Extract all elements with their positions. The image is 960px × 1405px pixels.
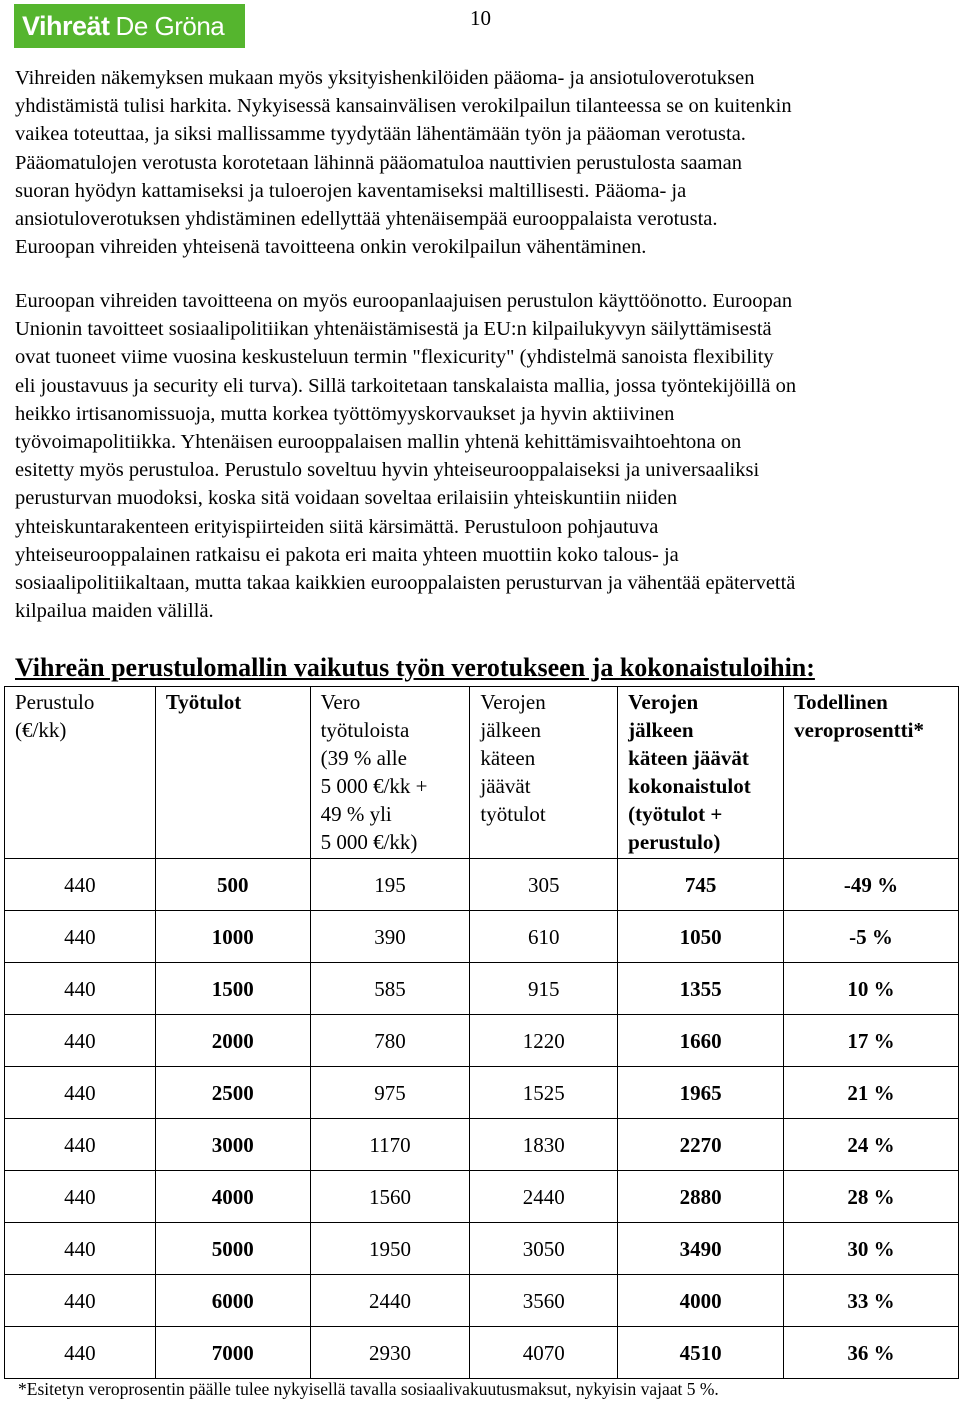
column-header-line: käteen — [480, 746, 536, 770]
table-heading: Vihreän perustulomallin vaikutus työn verotukseen ja kokonaistuloihin: — [15, 653, 815, 682]
table-cell: 4510 — [618, 1327, 784, 1379]
column-header-line: käteen jäävät — [628, 746, 749, 770]
table-cell: 440 — [5, 1171, 156, 1223]
logo-text-de-grona: De Gröna — [115, 10, 225, 41]
column-header-line: Todellinen — [794, 690, 888, 714]
paragraph-line: suoran hyödyn kattamiseksi ja tuloerojen kaventamiseksi maltillisesti. Pääoma- ja — [15, 179, 687, 202]
table-cell: -49 % — [784, 859, 959, 911]
table-cell: 440 — [5, 1067, 156, 1119]
table-cell: 6000 — [155, 1275, 310, 1327]
paragraph-line: vaikea toteuttaa, ja siksi mallissamme tyydytään lähentämään työn ja pääoman verotusta. — [15, 123, 746, 146]
table-cell: 610 — [470, 911, 618, 963]
table-cell: 2440 — [470, 1171, 618, 1223]
paragraph-line: heikko irtisanomissuoja, mutta korkea työttömyyskorvaukset ja hyvin aktiivinen — [15, 402, 675, 425]
table-cell: 2270 — [618, 1119, 784, 1171]
table-cell: 1560 — [310, 1171, 470, 1223]
table-cell: -5 % — [784, 911, 959, 963]
table-cell: 4000 — [618, 1275, 784, 1327]
table-cell: 28 % — [784, 1171, 959, 1223]
table-cell: 915 — [470, 963, 618, 1015]
column-header-line: (39 % alle — [320, 746, 407, 770]
table-cell: 1500 — [155, 963, 310, 1015]
table-cell: 1525 — [470, 1067, 618, 1119]
table-row — [5, 1275, 959, 1327]
table-row — [5, 859, 959, 911]
paragraph-basic-income-eu — [15, 287, 950, 625]
table-cell: 7000 — [155, 1327, 310, 1379]
table-cell: 1965 — [618, 1067, 784, 1119]
column-header — [784, 687, 959, 859]
paragraph-line: Unionin tavoitteet sosiaalipolitiikan yhtenäistämisestä ja EU:n kilpailukyvyn säilyttämisestä — [15, 318, 772, 341]
table-cell: 2880 — [618, 1171, 784, 1223]
table-cell: 17 % — [784, 1015, 959, 1067]
column-header-line: jälkeen — [480, 718, 542, 742]
column-header-line: Verojen — [480, 690, 546, 714]
table-cell: 1000 — [155, 911, 310, 963]
column-header-line: 5 000 €/kk + — [320, 774, 428, 798]
page-number: 10 — [470, 6, 491, 30]
table-cell: 1660 — [618, 1015, 784, 1067]
table-row — [5, 1015, 959, 1067]
table-cell: 10 % — [784, 963, 959, 1015]
vihreat-logo — [14, 4, 245, 48]
table-row — [5, 1067, 959, 1119]
column-header-line: Verojen — [628, 690, 699, 714]
table-cell: 440 — [5, 859, 156, 911]
column-header-line: jälkeen — [628, 718, 694, 742]
table-cell: 30 % — [784, 1223, 959, 1275]
table-cell: 440 — [5, 1327, 156, 1379]
table-cell: 440 — [5, 1015, 156, 1067]
table-cell: 440 — [5, 1119, 156, 1171]
table-cell: 33 % — [784, 1275, 959, 1327]
table-cell: 3490 — [618, 1223, 784, 1275]
table-row — [5, 963, 959, 1015]
paragraph-tax-1 — [15, 64, 950, 261]
table-cell: 36 % — [784, 1327, 959, 1379]
table-cell: 4000 — [155, 1171, 310, 1223]
column-header-line: työtuloista — [320, 718, 410, 742]
paragraph-line: perusturvan muodoksi, koska sitä voidaan soveltaa erilaisiin yhteiskuntiin niiden — [15, 487, 678, 510]
table-cell: 780 — [310, 1015, 470, 1067]
table-cell: 24 % — [784, 1119, 959, 1171]
paragraph-line: Pääomatulojen verotusta korotetaan lähinnä pääomatuloa nauttivien perustulosta saaman — [15, 151, 742, 174]
table-cell: 440 — [5, 1223, 156, 1275]
column-header — [310, 687, 470, 859]
paragraph-line: Euroopan vihreiden tavoitteena on myös euroopanlaajuisen perustulon käyttöönotto. Euroopan — [15, 290, 793, 312]
paragraph-line: yhteiskuntarakenteen erityispiirteiden siitä kärsimättä. Perustuloon pohjautuva — [15, 515, 659, 538]
table-cell: 3000 — [155, 1119, 310, 1171]
paragraph-line: eli joustavuus ja security eli turva). Sillä tarkoitetaan tanskalaista mallia, jossa työntekijöillä on — [15, 374, 797, 397]
table-cell: 440 — [5, 1275, 156, 1327]
table-row — [5, 1119, 959, 1171]
column-header-line: perustulo) — [628, 830, 721, 854]
table-row — [5, 1327, 959, 1379]
column-header-line: (€/kk) — [15, 718, 67, 742]
table-row — [5, 1171, 959, 1223]
column-header — [155, 687, 310, 859]
paragraph-line: yhteiseurooppalainen ratkaisu ei pakota eri maita yhteen muottiin koko talous- ja — [15, 543, 679, 566]
table-footnote: *Esitetyn veroprosentin päälle tulee nykyisellä tavalla sosiaalivakuutusmaksut, nykyisin vajaat 5 %. — [18, 1379, 719, 1399]
table-cell: 440 — [5, 963, 156, 1015]
table-cell: 1170 — [310, 1119, 470, 1171]
table-cell: 745 — [618, 859, 784, 911]
paragraph-line: työvoimapolitiikka. Yhtenäisen eurooppalaisen mallin yhtenä kehittämisvaihtoehtona on — [15, 431, 742, 454]
table-cell: 1220 — [470, 1015, 618, 1067]
paragraph-line: ovat tuoneet viime vuosina keskusteluun termin "flexicurity" (yhdistelmä sanoista flexibility — [15, 346, 774, 369]
paragraph-line: ansiotuloverotuksen yhdistäminen edellyttää yhtenäisempää eurooppalaista verotusta. — [15, 208, 718, 231]
column-header-line: 5 000 €/kk) — [320, 830, 418, 854]
column-header-line: Vero — [320, 690, 361, 714]
table-header-row — [5, 687, 959, 859]
table-cell: 305 — [470, 859, 618, 911]
paragraph-line: kilpailua maiden välillä. — [15, 600, 214, 623]
table-cell: 2000 — [155, 1015, 310, 1067]
column-header-line: Työtulot — [165, 690, 242, 714]
paragraph-line: sosiaalipolitiikaltaan, mutta takaa kaikkien eurooppalaisten perusturvan ja vähentää epätervettä — [15, 572, 796, 595]
table-cell: 1830 — [470, 1119, 618, 1171]
table-cell: 2930 — [310, 1327, 470, 1379]
paragraph-line: yhdistämistä tulisi harkita. Nykyisessä kansainvälisen verokilpailun tilanteessa se on kuitenkin — [15, 95, 792, 118]
table-row — [5, 1223, 959, 1275]
basic-income-tax-table — [4, 686, 959, 1379]
paragraph-line: esitetty myös perustuloa. Perustulo soveltuu hyvin yhteiseurooppalaiseksi ja universaaliksi — [15, 459, 760, 482]
paragraph-line: Vihreiden näkemyksen mukaan myös yksityishenkilöiden pääoma- ja ansiotuloverotuksen — [15, 67, 755, 89]
table-cell: 3560 — [470, 1275, 618, 1327]
table-cell: 5000 — [155, 1223, 310, 1275]
column-header-line: (työtulot + — [628, 802, 723, 826]
column-header — [5, 687, 156, 859]
table-cell: 390 — [310, 911, 470, 963]
table-cell: 1950 — [310, 1223, 470, 1275]
table-cell: 195 — [310, 859, 470, 911]
table-cell: 585 — [310, 963, 470, 1015]
column-header — [470, 687, 618, 859]
column-header-line: työtulot — [480, 802, 546, 826]
table-cell: 4070 — [470, 1327, 618, 1379]
logo-text-vihreat: Vihreät — [22, 10, 110, 41]
table-cell: 3050 — [470, 1223, 618, 1275]
table-cell: 440 — [5, 911, 156, 963]
table-cell: 975 — [310, 1067, 470, 1119]
table-cell: 1355 — [618, 963, 784, 1015]
table-cell: 500 — [155, 859, 310, 911]
column-header-line: kokonaistulot — [628, 774, 751, 798]
table-row — [5, 911, 959, 963]
paragraph-line: Euroopan vihreiden yhteisenä tavoitteena onkin verokilpailun vähentäminen. — [15, 236, 647, 259]
column-header-line: 49 % yli — [320, 802, 392, 826]
table-cell: 21 % — [784, 1067, 959, 1119]
table-cell: 1050 — [618, 911, 784, 963]
table-body — [5, 859, 959, 1379]
table-cell: 2500 — [155, 1067, 310, 1119]
table-cell: 2440 — [310, 1275, 470, 1327]
column-header-line: Perustulo — [15, 690, 95, 714]
column-header-line: veroprosentti* — [794, 718, 924, 742]
column-header — [618, 687, 784, 859]
column-header-line: jäävät — [480, 774, 531, 798]
